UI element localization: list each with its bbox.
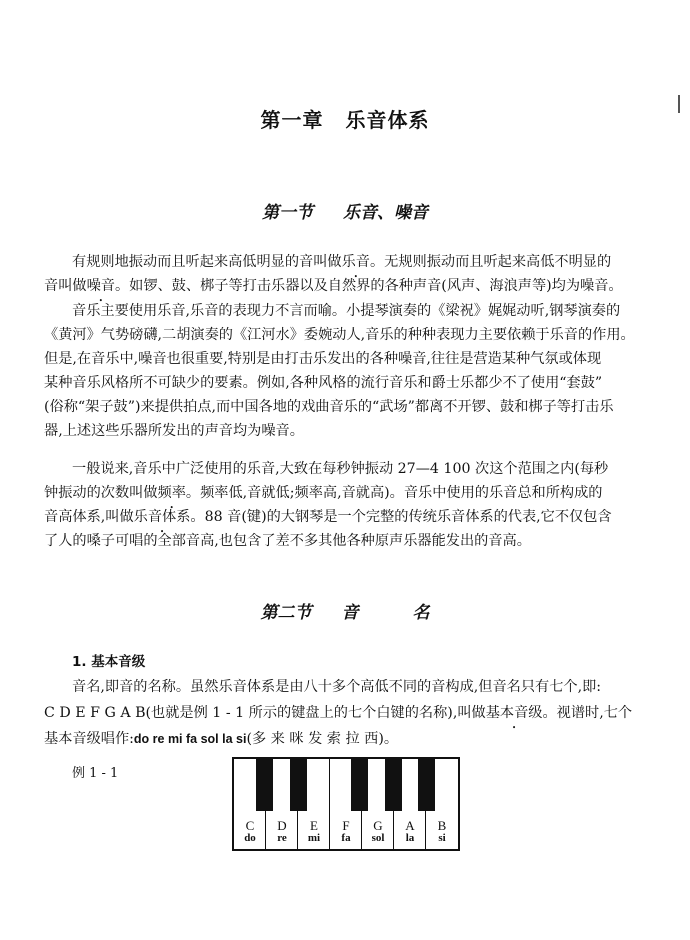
section-2-title: 第二节 音 名 [260,603,430,623]
paragraph-2-line-3: 但是,在音乐中,噪音也很重要,特别是由打击乐发出的各种噪音,往往是营造某种气氛或体现 [44,351,602,367]
paragraph-2-line-4: 某种音乐风格所不可缺少的要素。例如,各种风格的流行音乐和爵士乐都少不了使用“套鼓” [44,375,603,391]
key-syllable: sol [371,832,385,844]
section-2-number: 第二节 [260,603,312,623]
paragraph-3-line-2: 钟振动的次数叫做频率。频率低,音就低;频率高,音就高)。音乐中使用的乐音总和所构成的 [44,485,603,501]
key-syllable: mi [307,832,321,844]
paragraph-3-line-1: 一般说来,音乐中广泛使用的乐音,大致在每秒钟振动 27—4 100 次这个范围之内(每秒 [72,461,609,477]
emphasis-yueyintixi: 乐音体系 [133,509,191,525]
key-letter: B [437,818,447,833]
paragraph-3-line-3: 音高体系,叫做乐音体系。88 音(键)的大钢琴是一个完整的传统乐音体系的代表,它不仅包含 [44,509,612,525]
key-syllable: fa [341,832,351,844]
key-syllable: re [277,832,287,844]
key-syllable: si [438,832,446,844]
key-letter: D [277,818,287,833]
solfege-syllables: do re mi fa sol la si [133,732,247,746]
emphasis-jibenyinji: 基本音级 [485,705,543,721]
subsection-heading: 1. 基本音级 [72,654,146,670]
key-letter: A [405,818,415,833]
section-1-name: 乐音、噪音 [343,203,428,223]
chapter-number: 第一章 [260,108,324,132]
paragraph-4-line-2: C D E F G A B(也就是例 1 - 1 所示的键盘上的七个白键的名称),叫做基本音级。视谱时,七个 [44,705,633,721]
black-key-d-sharp [290,759,307,811]
key-letter: C [245,818,255,833]
paragraph-3-line-4: 了人的嗓子可唱的全部音高,也包含了差不多其他各种原声乐器能发出的音高。 [44,533,531,549]
section-1-title [0,198,690,223]
paragraph-4-line-1: 音名,即音的名称。虽然乐音体系是由八十多个高低不同的音构成,但音名只有七个,即: [72,679,602,695]
emphasis-yueyin: 乐音 [341,254,370,270]
emphasis-pinlv: 频率 [157,485,186,501]
black-key-g-sharp [385,759,402,811]
paragraph-1-line-2: 音叫做噪音。如锣、鼓、梆子等打击乐器以及自然界的各种声音(风声、海浪声等)均为噪音。 [44,278,623,294]
key-letter: E [310,818,318,833]
paragraph-2-line-6: 器,上述这些乐器所发出的声音均为噪音。 [44,423,304,439]
paragraph-2-line-5: (俗称“架子鼓”)来提供拍点,而中国各地的戏曲音乐的“武场”都离不开锣、鼓和梆子等打击乐 [44,399,614,415]
piano-keyboard-figure [232,757,460,851]
key-letter: G [373,818,383,833]
key-syllable: do [244,832,256,844]
section-1-number: 第一节 [262,203,313,223]
paragraph-2-line-2: 《黄河》气势磅礴,二胡演奏的《江河水》委婉动人,音乐的种种表现力主要依赖于乐音的作用。 [44,327,635,343]
paragraph-1-line-1: 有规则地振动而且听起来高低明显的音叫做乐音。无规则振动而且听起来高低不明显的 [72,254,612,270]
black-key-c-sharp [256,759,273,811]
key-syllable: la [405,832,415,844]
emphasis-zaoyin: 噪音 [86,278,115,294]
paragraph-4-line-3: 基本音级唱作:do re mi fa sol la si(多 来 咪 发 索 拉 西)。 [44,731,399,747]
paragraph-2-line-1: 音乐主要使用乐音,乐音的表现力不言而喻。小提琴演奏的《梁祝》娓娓动听,钢琴演奏的 [72,303,621,319]
chapter-title [0,104,690,133]
black-key-a-sharp [418,759,435,811]
key-letter: F [342,818,350,833]
black-key-f-sharp [351,759,368,811]
example-label: 例 1 - 1 [72,766,119,781]
chapter-name: 乐音体系 [345,108,430,132]
